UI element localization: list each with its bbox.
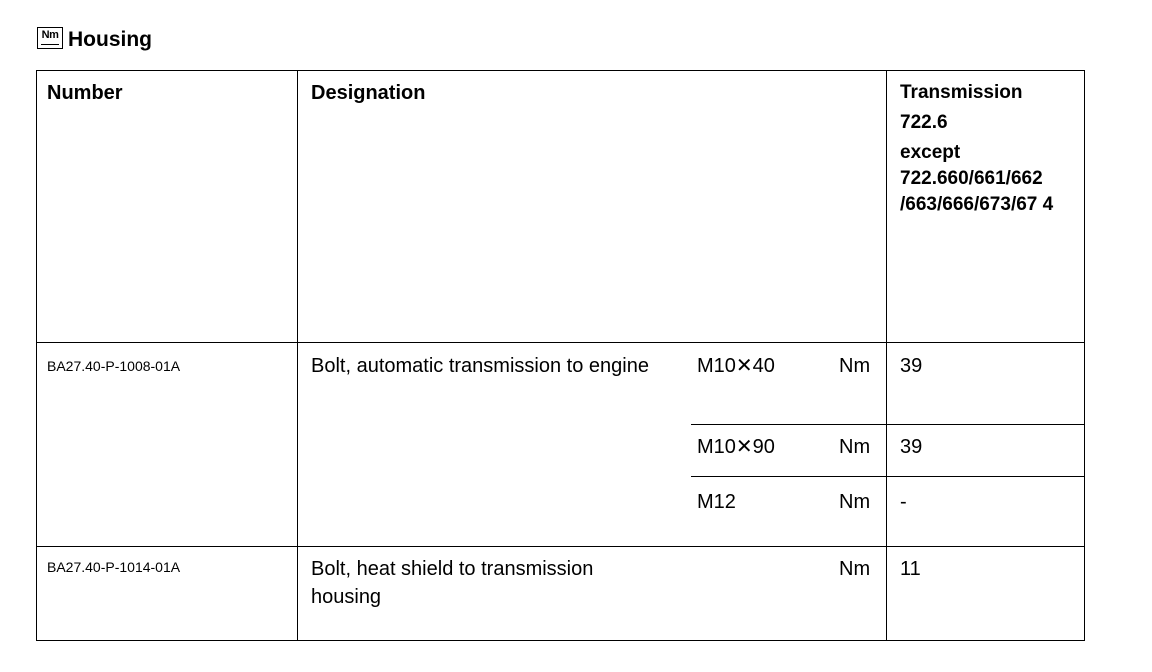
row-1-unit-1: Nm (839, 355, 871, 377)
row-1-unit-2: Nm (839, 436, 871, 458)
transmission-model: 722.6 (900, 112, 948, 133)
row-1-size-1: M10✕40 (697, 355, 775, 377)
row-1-value-2: 39 (900, 436, 923, 458)
row-1-number: BA27.40-P-1008-01A (47, 358, 181, 374)
row-2-value-1: 11 (900, 558, 921, 580)
row-2-designation: Bolt, heat shield to transmission housing (311, 558, 594, 608)
row-1-value-1: 39 (900, 355, 923, 377)
row-1-size-3: M12 (697, 491, 736, 513)
transmission-exceptions: except 722.660/661/662 /663/666/673/67 4 (900, 142, 1054, 215)
torque-nm-icon: Nm (37, 27, 63, 49)
row-2-number: BA27.40-P-1014-01A (47, 559, 181, 575)
row-1-designation: Bolt, automatic transmission to engine (311, 355, 649, 377)
column-header-designation: Designation (311, 82, 426, 104)
row-2-unit-1: Nm (839, 558, 871, 580)
torque-table (36, 70, 1085, 641)
column-header-number: Number (47, 82, 123, 104)
column-header-transmission (900, 80, 1078, 218)
row-1-unit-3: Nm (839, 491, 871, 513)
row-1-size-2: M10✕90 (697, 436, 775, 458)
row-1-value-3: - (900, 491, 907, 513)
page-title: Housing (68, 28, 152, 51)
section-heading (37, 22, 152, 52)
transmission-title: Transmission (900, 82, 1023, 103)
